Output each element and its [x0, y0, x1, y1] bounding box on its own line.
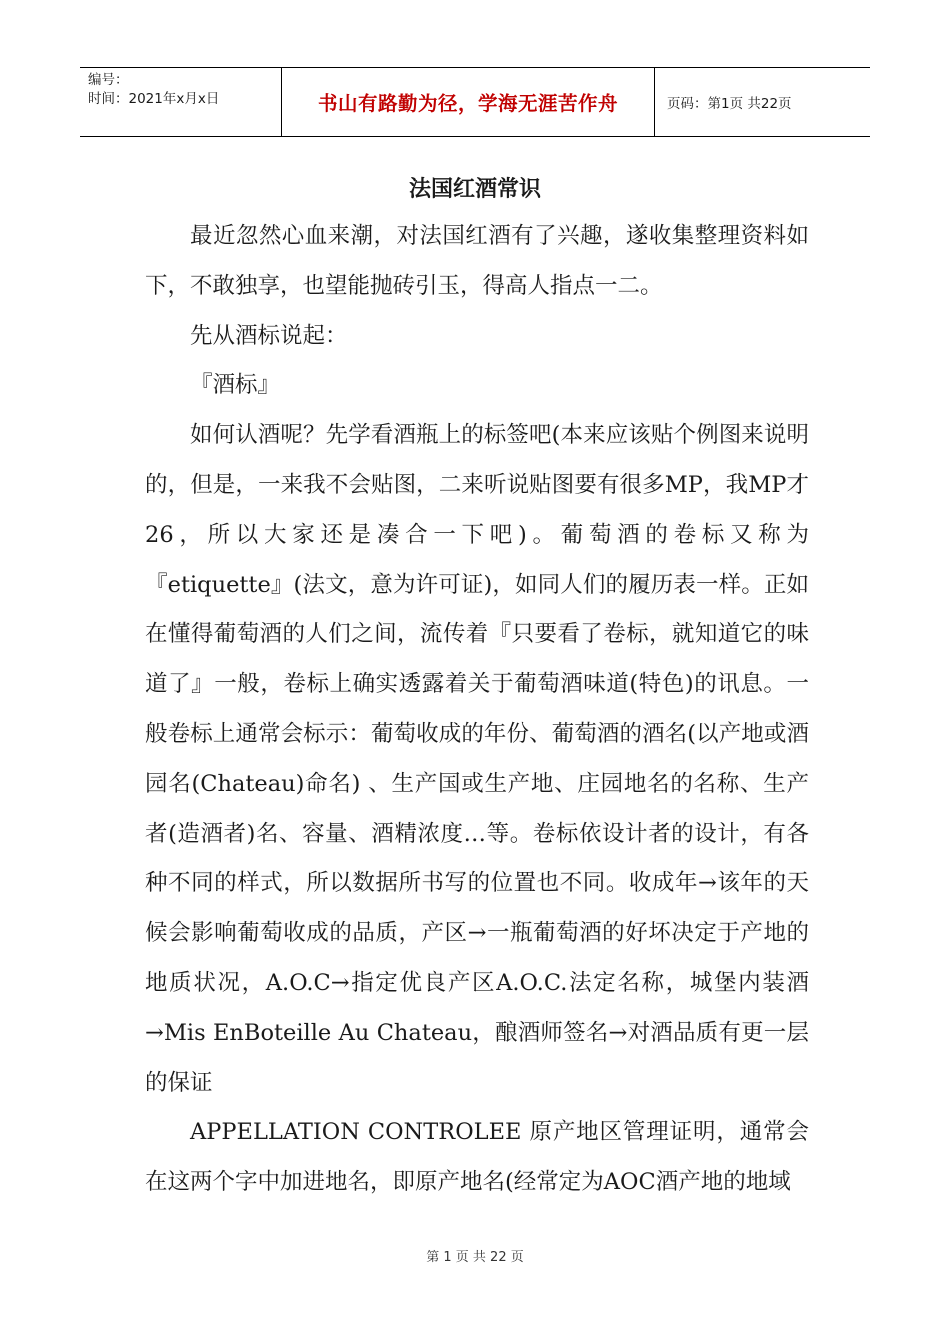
paragraph: 先从酒标说起：: [190, 322, 348, 349]
header-table: [80, 67, 870, 137]
header-left-cell: [80, 68, 282, 136]
paragraph: APPELLATION CONTROLEE 原产地区管理证明，通常会在这两个字中加进地名，即原产地名(经常定为AOC酒产地的地域: [145, 1119, 809, 1196]
document-body: [145, 212, 809, 1208]
number-label: 编号：: [88, 72, 129, 88]
paragraph: 如何认酒呢？先学看酒瓶上的标签吧(本来应该贴个例图来说明的，但是，一来我不会贴图，二来听说贴图要有很多MP，我MP才26，所以大家还是凑合一下吧)。葡萄酒的卷标又称为『etiquette』(法文，意为许可证)，如同人们的履历表一样。正如在懂得葡萄酒的人们之间，流传着『只要看了卷标，就知道它的味道了』一般，卷标上确实透露着关于葡萄酒味道(特色)的讯息。一般卷标上通常会标示：葡萄收成的年份、葡萄酒的酒名(以产地或酒园名(Chateau)命名) 、生产国或生产地、庄园地名的名称、生产者(造酒者)名、容量、酒精浓度…等。卷标依设计者的设计，有各种不同的样式，所以数据所书写的位置也不同。收成年→该年的天候会影响葡萄收成的品质，产区→一瓶葡萄酒的好坏决定于产地的地质状况，A.O.C→指定优良产区A.O.C.法定名称，城堡内装酒→Mis EnBoteille Au Chateau，酿酒师签名→对酒品质有更一层的保证: [145, 422, 809, 1096]
time-label: 时间：2021年x月x日: [88, 91, 220, 107]
paragraph: 最近忽然心血来潮，对法国红酒有了兴趣，遂收集整理资料如下，不敢独享，也望能抛砖引玉，得高人指点一二。: [145, 223, 809, 299]
header-page-info: 页码：第1页 共22页: [667, 96, 792, 112]
document-title: 法国红酒常识: [408, 176, 541, 202]
paragraph: 『酒标』: [190, 372, 281, 399]
header-motto: 书山有路勤为径，学海无涯苦作舟: [282, 68, 655, 136]
page-footer: 第 1 页 共 22 页: [426, 1250, 524, 1265]
